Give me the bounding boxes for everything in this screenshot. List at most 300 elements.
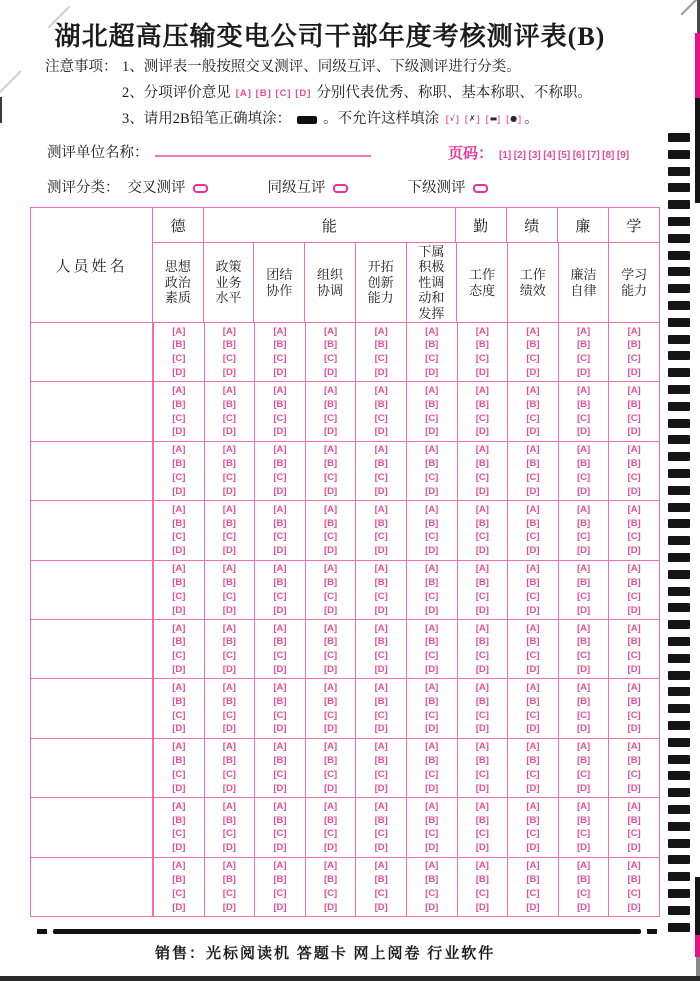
- bubble-A[interactable]: [A]: [273, 444, 287, 456]
- bubble-A[interactable]: [A]: [374, 503, 388, 515]
- bubble-D[interactable]: [D]: [425, 367, 439, 378]
- bubble-B[interactable]: [B]: [222, 339, 236, 351]
- bubble-A[interactable]: [A]: [475, 741, 489, 753]
- bubble-D[interactable]: [D]: [172, 367, 186, 378]
- bubble-C[interactable]: [C]: [374, 887, 388, 899]
- bubble-C[interactable]: [C]: [374, 590, 388, 602]
- bubble-D[interactable]: [D]: [627, 842, 641, 854]
- bubble-A[interactable]: [A]: [273, 800, 287, 812]
- bubble-A[interactable]: [A]: [273, 563, 287, 575]
- bubble-B[interactable]: [B]: [172, 755, 186, 767]
- bubble-A[interactable]: [A]: [526, 444, 540, 456]
- bubble-A[interactable]: [A]: [323, 444, 338, 456]
- bubble-B[interactable]: [B]: [323, 755, 338, 767]
- bubble-D[interactable]: [D]: [576, 723, 591, 735]
- bubble-A[interactable]: [A]: [273, 741, 287, 753]
- bubble-C[interactable]: [C]: [576, 828, 591, 840]
- bubble-B[interactable]: [B]: [627, 636, 641, 648]
- bubble-C[interactable]: [C]: [576, 353, 591, 365]
- bubble-B[interactable]: [B]: [526, 695, 540, 707]
- bubble-A[interactable]: [A]: [475, 444, 489, 456]
- bubble-B[interactable]: [B]: [425, 636, 439, 648]
- bubble-D[interactable]: [D]: [273, 901, 287, 913]
- bubble-B[interactable]: [B]: [576, 517, 591, 529]
- bubble-D[interactable]: [D]: [576, 604, 591, 616]
- name-write-in-cell[interactable]: [31, 382, 153, 440]
- bubble-D[interactable]: [D]: [576, 426, 591, 438]
- classification-checkbox[interactable]: [333, 184, 348, 193]
- bubble-B[interactable]: [B]: [526, 398, 540, 410]
- bubble-C[interactable]: [C]: [425, 590, 439, 602]
- bubble-A[interactable]: [A]: [323, 800, 338, 812]
- bubble-B[interactable]: [B]: [576, 755, 591, 767]
- bubble-D[interactable]: [D]: [323, 901, 338, 913]
- bubble-B[interactable]: [B]: [374, 517, 388, 529]
- bubble-C[interactable]: [C]: [222, 353, 236, 365]
- bubble-C[interactable]: [C]: [273, 472, 287, 484]
- bubble-B[interactable]: [B]: [172, 339, 186, 351]
- bubble-D[interactable]: [D]: [576, 901, 591, 913]
- bubble-A[interactable]: [A]: [475, 800, 489, 812]
- bubble-B[interactable]: [B]: [526, 814, 540, 826]
- bubble-C[interactable]: [C]: [526, 828, 540, 840]
- bubble-B[interactable]: [B]: [475, 874, 489, 886]
- bubble-B[interactable]: [B]: [627, 814, 641, 826]
- bubble-B[interactable]: [B]: [627, 577, 641, 589]
- bubble-C[interactable]: [C]: [627, 887, 641, 899]
- bubble-B[interactable]: [B]: [273, 695, 287, 707]
- bubble-A[interactable]: [A]: [475, 860, 489, 872]
- bubble-A[interactable]: [A]: [222, 741, 236, 753]
- bubble-B[interactable]: [B]: [425, 814, 439, 826]
- bubble-D[interactable]: [D]: [425, 842, 439, 854]
- bubble-A[interactable]: [A]: [425, 503, 439, 515]
- bubble-A[interactable]: [A]: [323, 503, 338, 515]
- bubble-B[interactable]: [B]: [222, 458, 236, 470]
- bubble-B[interactable]: [B]: [576, 695, 591, 707]
- bubble-B[interactable]: [B]: [172, 458, 186, 470]
- bubble-C[interactable]: [C]: [222, 472, 236, 484]
- bubble-D[interactable]: [D]: [323, 723, 338, 735]
- bubble-D[interactable]: [D]: [273, 426, 287, 438]
- bubble-A[interactable]: [A]: [425, 622, 439, 634]
- name-write-in-cell[interactable]: [31, 620, 153, 678]
- bubble-C[interactable]: [C]: [323, 887, 338, 899]
- bubble-C[interactable]: [C]: [425, 887, 439, 899]
- bubble-C[interactable]: [C]: [374, 709, 388, 721]
- bubble-A[interactable]: [A]: [172, 444, 186, 456]
- bubble-A[interactable]: [A]: [576, 325, 591, 337]
- bubble-A[interactable]: [A]: [273, 385, 287, 397]
- bubble-B[interactable]: [B]: [374, 577, 388, 589]
- bubble-D[interactable]: [D]: [526, 485, 540, 497]
- unit-name-field[interactable]: [155, 141, 371, 157]
- bubble-A[interactable]: [A]: [526, 860, 540, 872]
- bubble-A[interactable]: [A]: [425, 444, 439, 456]
- bubble-A[interactable]: [A]: [172, 385, 186, 397]
- bubble-A[interactable]: [A]: [576, 622, 591, 634]
- bubble-D[interactable]: [D]: [374, 842, 388, 854]
- bubble-C[interactable]: [C]: [576, 472, 591, 484]
- bubble-D[interactable]: [D]: [374, 664, 388, 676]
- bubble-B[interactable]: [B]: [222, 814, 236, 826]
- bubble-D[interactable]: [D]: [273, 604, 287, 616]
- bubble-C[interactable]: [C]: [172, 472, 186, 484]
- bubble-D[interactable]: [D]: [627, 367, 641, 378]
- bubble-A[interactable]: [A]: [627, 741, 641, 753]
- bubble-C[interactable]: [C]: [526, 590, 540, 602]
- bubble-B[interactable]: [B]: [526, 339, 540, 351]
- bubble-A[interactable]: [A]: [323, 325, 338, 337]
- bubble-D[interactable]: [D]: [475, 485, 489, 497]
- bubble-A[interactable]: [A]: [627, 800, 641, 812]
- bubble-C[interactable]: [C]: [475, 472, 489, 484]
- bubble-A[interactable]: [A]: [526, 682, 540, 694]
- bubble-B[interactable]: [B]: [425, 458, 439, 470]
- bubble-A[interactable]: [A]: [475, 325, 489, 337]
- name-write-in-cell[interactable]: [31, 798, 153, 856]
- bubble-A[interactable]: [A]: [627, 503, 641, 515]
- classification-checkbox[interactable]: [193, 184, 208, 193]
- bubble-B[interactable]: [B]: [323, 874, 338, 886]
- bubble-C[interactable]: [C]: [627, 472, 641, 484]
- bubble-C[interactable]: [C]: [273, 531, 287, 543]
- bubble-C[interactable]: [C]: [374, 828, 388, 840]
- bubble-D[interactable]: [D]: [323, 664, 338, 676]
- name-write-in-cell[interactable]: [31, 323, 153, 381]
- bubble-C[interactable]: [C]: [323, 650, 338, 662]
- bubble-D[interactable]: [D]: [475, 426, 489, 438]
- bubble-C[interactable]: [C]: [576, 412, 591, 424]
- bubble-B[interactable]: [B]: [323, 339, 338, 351]
- bubble-D[interactable]: [D]: [627, 604, 641, 616]
- bubble-D[interactable]: [D]: [576, 545, 591, 557]
- bubble-B[interactable]: [B]: [576, 458, 591, 470]
- bubble-D[interactable]: [D]: [526, 367, 540, 378]
- bubble-C[interactable]: [C]: [627, 590, 641, 602]
- bubble-D[interactable]: [D]: [222, 604, 236, 616]
- bubble-D[interactable]: [D]: [323, 367, 338, 378]
- bubble-B[interactable]: [B]: [526, 458, 540, 470]
- bubble-D[interactable]: [D]: [475, 604, 489, 616]
- bubble-C[interactable]: [C]: [627, 353, 641, 365]
- bubble-B[interactable]: [B]: [475, 695, 489, 707]
- bubble-A[interactable]: [A]: [374, 385, 388, 397]
- bubble-B[interactable]: [B]: [273, 339, 287, 351]
- bubble-C[interactable]: [C]: [222, 590, 236, 602]
- bubble-D[interactable]: [D]: [627, 426, 641, 438]
- bubble-A[interactable]: [A]: [526, 622, 540, 634]
- bubble-D[interactable]: [D]: [526, 426, 540, 438]
- bubble-D[interactable]: [D]: [323, 604, 338, 616]
- bubble-D[interactable]: [D]: [222, 485, 236, 497]
- bubble-A[interactable]: [A]: [172, 741, 186, 753]
- bubble-A[interactable]: [A]: [374, 444, 388, 456]
- bubble-B[interactable]: [B]: [273, 755, 287, 767]
- bubble-D[interactable]: [D]: [526, 842, 540, 854]
- bubble-D[interactable]: [D]: [172, 842, 186, 854]
- bubble-C[interactable]: [C]: [475, 887, 489, 899]
- bubble-B[interactable]: [B]: [526, 577, 540, 589]
- bubble-D[interactable]: [D]: [576, 664, 591, 676]
- bubble-C[interactable]: [C]: [425, 531, 439, 543]
- bubble-D[interactable]: [D]: [172, 485, 186, 497]
- bubble-C[interactable]: [C]: [374, 650, 388, 662]
- bubble-C[interactable]: [C]: [475, 650, 489, 662]
- bubble-D[interactable]: [D]: [475, 367, 489, 378]
- bubble-C[interactable]: [C]: [526, 412, 540, 424]
- bubble-C[interactable]: [C]: [273, 353, 287, 365]
- bubble-D[interactable]: [D]: [222, 901, 236, 913]
- bubble-D[interactable]: [D]: [576, 782, 591, 794]
- bubble-C[interactable]: [C]: [172, 887, 186, 899]
- bubble-C[interactable]: [C]: [222, 650, 236, 662]
- bubble-A[interactable]: [A]: [172, 800, 186, 812]
- bubble-D[interactable]: [D]: [323, 782, 338, 794]
- bubble-C[interactable]: [C]: [627, 650, 641, 662]
- bubble-D[interactable]: [D]: [222, 545, 236, 557]
- bubble-D[interactable]: [D]: [526, 545, 540, 557]
- bubble-A[interactable]: [A]: [273, 325, 287, 337]
- bubble-B[interactable]: [B]: [323, 458, 338, 470]
- bubble-D[interactable]: [D]: [222, 664, 236, 676]
- bubble-A[interactable]: [A]: [576, 503, 591, 515]
- bubble-D[interactable]: [D]: [374, 485, 388, 497]
- bubble-B[interactable]: [B]: [475, 458, 489, 470]
- bubble-A[interactable]: [A]: [323, 385, 338, 397]
- bubble-D[interactable]: [D]: [425, 664, 439, 676]
- bubble-B[interactable]: [B]: [323, 814, 338, 826]
- bubble-C[interactable]: [C]: [222, 887, 236, 899]
- bubble-D[interactable]: [D]: [425, 426, 439, 438]
- bubble-A[interactable]: [A]: [323, 622, 338, 634]
- bubble-C[interactable]: [C]: [425, 769, 439, 781]
- bubble-B[interactable]: [B]: [475, 577, 489, 589]
- bubble-D[interactable]: [D]: [323, 842, 338, 854]
- bubble-B[interactable]: [B]: [374, 755, 388, 767]
- bubble-A[interactable]: [A]: [627, 444, 641, 456]
- bubble-C[interactable]: [C]: [172, 531, 186, 543]
- page-code-bubble[interactable]: [4]: [543, 150, 556, 161]
- bubble-C[interactable]: [C]: [273, 828, 287, 840]
- bubble-A[interactable]: [A]: [273, 860, 287, 872]
- bubble-C[interactable]: [C]: [323, 590, 338, 602]
- bubble-B[interactable]: [B]: [475, 517, 489, 529]
- bubble-B[interactable]: [B]: [475, 339, 489, 351]
- bubble-A[interactable]: [A]: [222, 800, 236, 812]
- bubble-B[interactable]: [B]: [526, 636, 540, 648]
- bubble-D[interactable]: [D]: [374, 782, 388, 794]
- bubble-B[interactable]: [B]: [374, 814, 388, 826]
- bubble-A[interactable]: [A]: [425, 325, 439, 337]
- bubble-C[interactable]: [C]: [172, 590, 186, 602]
- bubble-B[interactable]: [B]: [374, 636, 388, 648]
- bubble-C[interactable]: [C]: [475, 769, 489, 781]
- bubble-C[interactable]: [C]: [374, 472, 388, 484]
- bubble-D[interactable]: [D]: [374, 545, 388, 557]
- bubble-C[interactable]: [C]: [627, 828, 641, 840]
- bubble-B[interactable]: [B]: [627, 458, 641, 470]
- bubble-D[interactable]: [D]: [374, 426, 388, 438]
- bubble-A[interactable]: [A]: [323, 682, 338, 694]
- bubble-D[interactable]: [D]: [475, 723, 489, 735]
- bubble-C[interactable]: [C]: [425, 828, 439, 840]
- bubble-C[interactable]: [C]: [273, 650, 287, 662]
- bubble-C[interactable]: [C]: [172, 828, 186, 840]
- bubble-C[interactable]: [C]: [425, 709, 439, 721]
- bubble-C[interactable]: [C]: [374, 353, 388, 365]
- bubble-A[interactable]: [A]: [425, 860, 439, 872]
- bubble-A[interactable]: [A]: [374, 800, 388, 812]
- bubble-C[interactable]: [C]: [374, 769, 388, 781]
- bubble-A[interactable]: [A]: [576, 860, 591, 872]
- bubble-A[interactable]: [A]: [627, 385, 641, 397]
- bubble-A[interactable]: [A]: [374, 741, 388, 753]
- bubble-C[interactable]: [C]: [172, 412, 186, 424]
- bubble-A[interactable]: [A]: [526, 741, 540, 753]
- bubble-B[interactable]: [B]: [425, 517, 439, 529]
- bubble-C[interactable]: [C]: [627, 531, 641, 543]
- bubble-D[interactable]: [D]: [425, 901, 439, 913]
- bubble-B[interactable]: [B]: [172, 517, 186, 529]
- bubble-C[interactable]: [C]: [526, 353, 540, 365]
- name-write-in-cell[interactable]: [31, 858, 153, 916]
- bubble-D[interactable]: [D]: [273, 842, 287, 854]
- bubble-A[interactable]: [A]: [576, 682, 591, 694]
- bubble-B[interactable]: [B]: [425, 339, 439, 351]
- bubble-C[interactable]: [C]: [323, 709, 338, 721]
- bubble-A[interactable]: [A]: [425, 385, 439, 397]
- bubble-A[interactable]: [A]: [222, 503, 236, 515]
- bubble-B[interactable]: [B]: [627, 517, 641, 529]
- bubble-A[interactable]: [A]: [374, 622, 388, 634]
- bubble-C[interactable]: [C]: [273, 412, 287, 424]
- bubble-A[interactable]: [A]: [576, 444, 591, 456]
- bubble-D[interactable]: [D]: [526, 901, 540, 913]
- bubble-D[interactable]: [D]: [627, 545, 641, 557]
- bubble-D[interactable]: [D]: [627, 901, 641, 913]
- bubble-B[interactable]: [B]: [627, 398, 641, 410]
- bubble-C[interactable]: [C]: [526, 887, 540, 899]
- bubble-B[interactable]: [B]: [172, 398, 186, 410]
- bubble-B[interactable]: [B]: [526, 874, 540, 886]
- bubble-B[interactable]: [B]: [172, 636, 186, 648]
- bubble-A[interactable]: [A]: [627, 325, 641, 337]
- bubble-B[interactable]: [B]: [627, 874, 641, 886]
- bubble-C[interactable]: [C]: [576, 650, 591, 662]
- bubble-D[interactable]: [D]: [273, 782, 287, 794]
- bubble-B[interactable]: [B]: [576, 577, 591, 589]
- bubble-C[interactable]: [C]: [526, 769, 540, 781]
- bubble-C[interactable]: [C]: [526, 472, 540, 484]
- bubble-C[interactable]: [C]: [425, 412, 439, 424]
- bubble-C[interactable]: [C]: [374, 412, 388, 424]
- bubble-C[interactable]: [C]: [526, 531, 540, 543]
- bubble-B[interactable]: [B]: [273, 636, 287, 648]
- bubble-B[interactable]: [B]: [172, 577, 186, 589]
- bubble-A[interactable]: [A]: [323, 563, 338, 575]
- bubble-D[interactable]: [D]: [172, 604, 186, 616]
- bubble-D[interactable]: [D]: [475, 664, 489, 676]
- bubble-A[interactable]: [A]: [425, 563, 439, 575]
- bubble-C[interactable]: [C]: [576, 709, 591, 721]
- bubble-C[interactable]: [C]: [374, 531, 388, 543]
- bubble-C[interactable]: [C]: [475, 590, 489, 602]
- bubble-A[interactable]: [A]: [273, 682, 287, 694]
- bubble-A[interactable]: [A]: [222, 325, 236, 337]
- bubble-C[interactable]: [C]: [627, 412, 641, 424]
- bubble-B[interactable]: [B]: [475, 814, 489, 826]
- bubble-A[interactable]: [A]: [627, 682, 641, 694]
- classification-checkbox[interactable]: [473, 184, 488, 193]
- bubble-C[interactable]: [C]: [172, 709, 186, 721]
- bubble-D[interactable]: [D]: [627, 664, 641, 676]
- bubble-C[interactable]: [C]: [323, 531, 338, 543]
- bubble-A[interactable]: [A]: [576, 385, 591, 397]
- bubble-D[interactable]: [D]: [222, 723, 236, 735]
- bubble-C[interactable]: [C]: [475, 412, 489, 424]
- bubble-C[interactable]: [C]: [273, 590, 287, 602]
- bubble-D[interactable]: [D]: [323, 426, 338, 438]
- bubble-A[interactable]: [A]: [172, 325, 186, 337]
- bubble-D[interactable]: [D]: [526, 782, 540, 794]
- bubble-A[interactable]: [A]: [222, 385, 236, 397]
- bubble-B[interactable]: [B]: [323, 398, 338, 410]
- bubble-D[interactable]: [D]: [172, 723, 186, 735]
- bubble-A[interactable]: [A]: [172, 622, 186, 634]
- bubble-B[interactable]: [B]: [323, 636, 338, 648]
- bubble-C[interactable]: [C]: [627, 709, 641, 721]
- bubble-D[interactable]: [D]: [374, 604, 388, 616]
- bubble-A[interactable]: [A]: [526, 800, 540, 812]
- bubble-A[interactable]: [A]: [526, 325, 540, 337]
- bubble-D[interactable]: [D]: [576, 367, 591, 378]
- bubble-B[interactable]: [B]: [222, 636, 236, 648]
- bubble-D[interactable]: [D]: [172, 545, 186, 557]
- bubble-C[interactable]: [C]: [172, 769, 186, 781]
- bubble-A[interactable]: [A]: [273, 622, 287, 634]
- bubble-B[interactable]: [B]: [475, 398, 489, 410]
- bubble-B[interactable]: [B]: [627, 695, 641, 707]
- bubble-C[interactable]: [C]: [323, 353, 338, 365]
- bubble-C[interactable]: [C]: [172, 650, 186, 662]
- bubble-A[interactable]: [A]: [374, 563, 388, 575]
- bubble-B[interactable]: [B]: [323, 577, 338, 589]
- bubble-B[interactable]: [B]: [273, 458, 287, 470]
- bubble-C[interactable]: [C]: [475, 709, 489, 721]
- bubble-C[interactable]: [C]: [222, 709, 236, 721]
- bubble-D[interactable]: [D]: [172, 901, 186, 913]
- bubble-D[interactable]: [D]: [222, 782, 236, 794]
- bubble-B[interactable]: [B]: [475, 636, 489, 648]
- bubble-B[interactable]: [B]: [576, 398, 591, 410]
- bubble-D[interactable]: [D]: [374, 367, 388, 378]
- bubble-B[interactable]: [B]: [475, 755, 489, 767]
- bubble-C[interactable]: [C]: [323, 828, 338, 840]
- bubble-B[interactable]: [B]: [627, 339, 641, 351]
- bubble-D[interactable]: [D]: [576, 842, 591, 854]
- page-code-bubble[interactable]: [9]: [616, 150, 630, 161]
- bubble-D[interactable]: [D]: [526, 604, 540, 616]
- bubble-B[interactable]: [B]: [273, 517, 287, 529]
- bubble-B[interactable]: [B]: [425, 755, 439, 767]
- bubble-A[interactable]: [A]: [374, 860, 388, 872]
- bubble-C[interactable]: [C]: [526, 650, 540, 662]
- bubble-C[interactable]: [C]: [627, 769, 641, 781]
- bubble-D[interactable]: [D]: [526, 723, 540, 735]
- bubble-A[interactable]: [A]: [425, 741, 439, 753]
- bubble-D[interactable]: [D]: [172, 426, 186, 438]
